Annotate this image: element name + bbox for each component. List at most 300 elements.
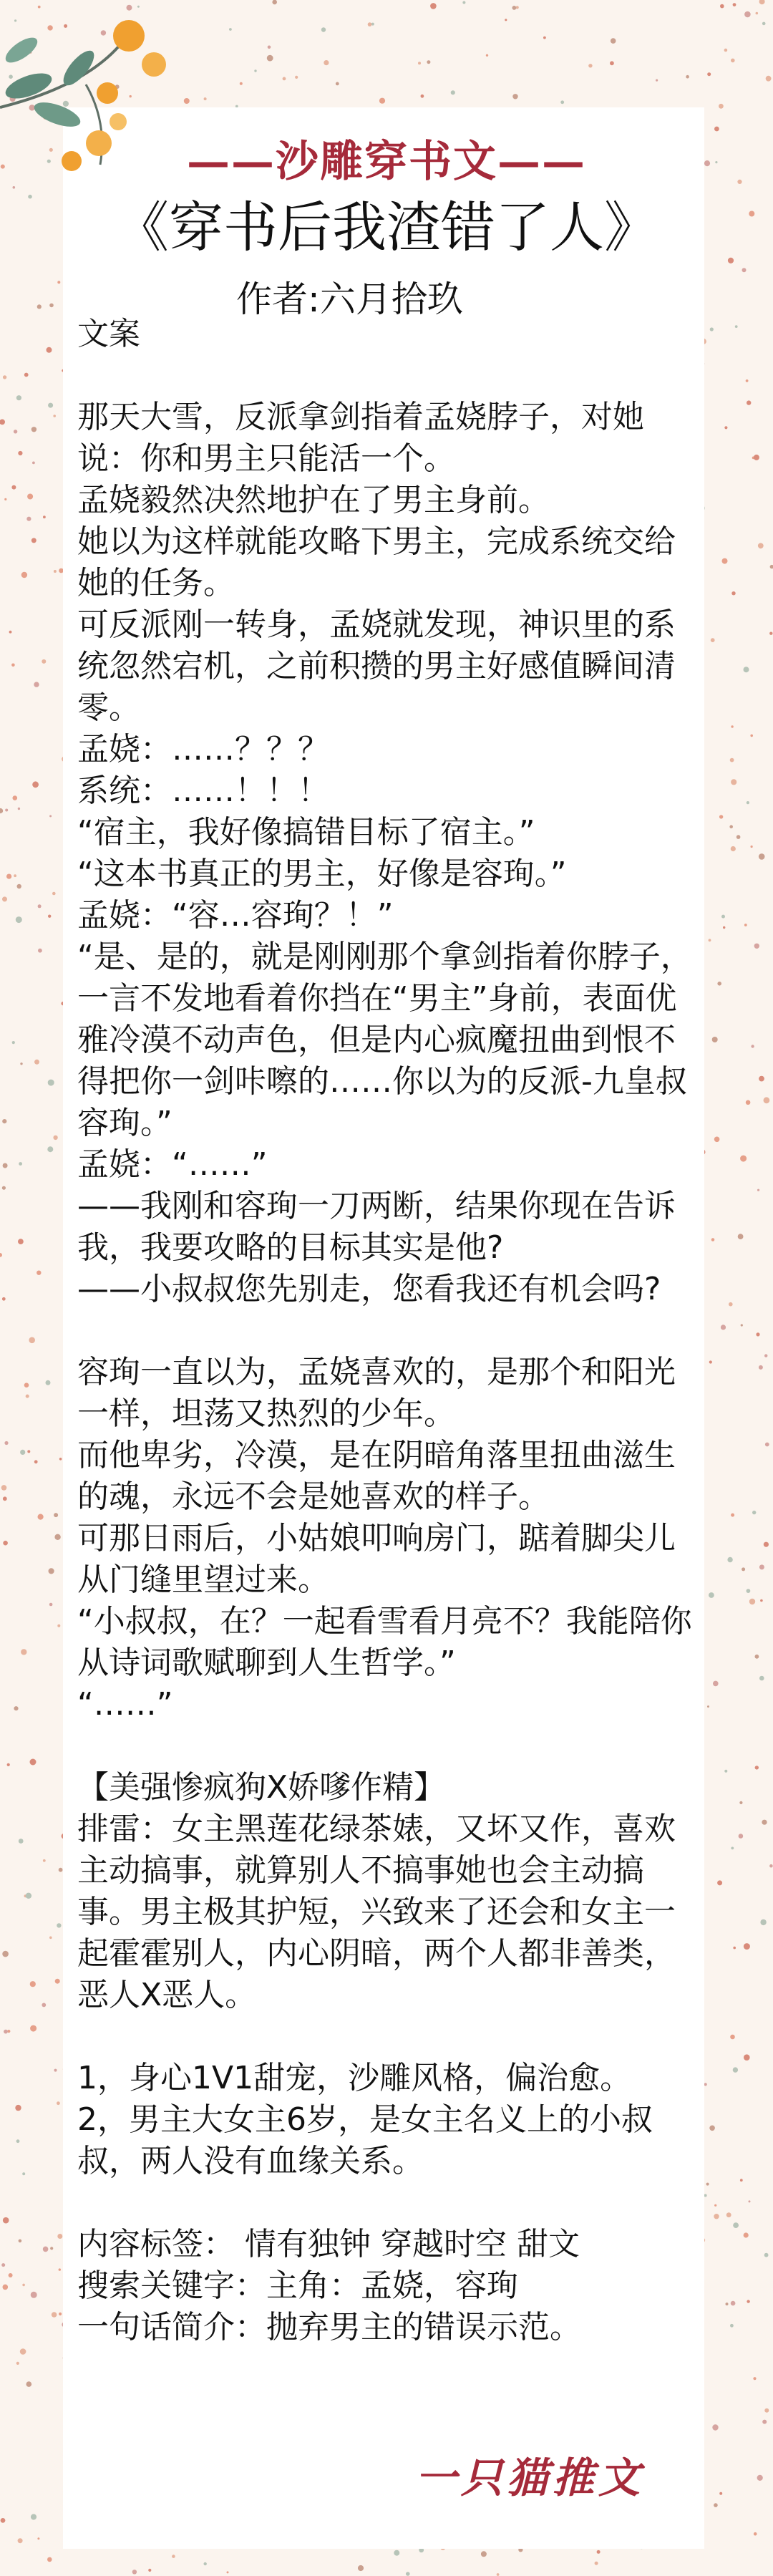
speckle-dot: [595, 2562, 598, 2565]
speckle-dot: [462, 1, 465, 4]
speckle-dot: [764, 2253, 769, 2257]
speckle-dot: [749, 1599, 755, 1604]
speckle-dot: [394, 2550, 399, 2556]
speckle-dot: [560, 100, 564, 104]
speckle-dot: [730, 2035, 735, 2040]
speckle-dot: [57, 2101, 60, 2105]
speckle-dot: [746, 379, 749, 382]
speckle-dot: [733, 2222, 739, 2228]
speckle-dot: [2, 1297, 6, 1301]
speckle-dot: [3, 2285, 9, 2290]
speckle-dot: [762, 1820, 767, 1825]
speckle-dot: [22, 2172, 25, 2175]
blank-line: [77, 2182, 700, 2224]
speckle-dot: [17, 884, 21, 888]
synopsis-line: ——我刚和容珣一刀两断，结果你现在告诉我，我要攻略的目标其实是他?: [77, 1188, 676, 1266]
author-line: 作者:六月拾玖: [236, 279, 463, 320]
speckle-dot: [744, 924, 747, 926]
speckle-dot: [751, 1045, 754, 1047]
speckle-dot: [27, 494, 33, 500]
speckle-dot: [14, 1706, 18, 1710]
speckle-dot: [3, 1163, 8, 1168]
speckle-dot: [2, 1186, 6, 1190]
speckle-dot: [19, 1839, 24, 1844]
speckle-dot: [754, 455, 759, 460]
speckle-dot: [49, 815, 52, 817]
speckle-dot: [19, 2240, 22, 2243]
speckle-dot: [719, 815, 723, 818]
speckle-dot: [717, 1880, 722, 1885]
speckle-dot: [738, 1234, 744, 1239]
speckle-dot: [721, 1325, 726, 1330]
synopsis-line: 孟娆：“……”: [77, 1146, 268, 1183]
speckle-dot: [27, 1450, 30, 1453]
speckle-dot: [740, 1156, 747, 1162]
speckle-dot: [54, 1513, 58, 1517]
speckle-dot: [3, 375, 6, 379]
speckle-dot: [267, 55, 273, 62]
speckle-dot: [59, 2313, 62, 2315]
speckle-dot: [34, 1060, 39, 1065]
speckle-dot: [764, 1097, 770, 1103]
header-banner: ——沙雕穿书文——: [187, 137, 586, 187]
speckle-dot: [741, 1324, 743, 1326]
speckle-dot: [759, 853, 765, 860]
speckle-dot: [26, 1395, 29, 1398]
speckle-dot: [736, 835, 741, 839]
speckle-dot: [727, 1557, 732, 1562]
speckle-dot: [427, 60, 430, 64]
synopsis-line: 搜索关键字：主角：孟娆，容珣: [77, 2267, 518, 2304]
speckle-dot: [769, 632, 772, 635]
speckle-dot: [739, 1834, 744, 1839]
speckle-dot: [2, 896, 7, 901]
speckle-dot: [744, 1943, 750, 1950]
speckle-dot: [755, 1766, 759, 1769]
speckle-dot: [765, 1443, 769, 1447]
speckle-dot: [731, 779, 736, 785]
speckle-dot: [38, 904, 42, 908]
speckle-dot: [762, 2420, 767, 2424]
speckle-dot: [24, 373, 29, 377]
speckle-dot: [368, 22, 372, 26]
synopsis-line: ——小叔叔您先别走，您看我还有机会吗?: [77, 1271, 661, 1307]
speckle-dot: [731, 1514, 734, 1517]
speckle-dot: [759, 1076, 764, 1082]
speckle-dot: [132, 2570, 137, 2574]
speckle-dot: [0, 808, 3, 813]
speckle-dot: [55, 1979, 60, 1984]
speckle-dot: [723, 926, 725, 929]
speckle-dot: [38, 1514, 44, 1520]
speckle-dot: [57, 1923, 61, 1927]
signature: 一只猫推文: [415, 2454, 645, 2502]
speckle-dot: [48, 1080, 54, 1086]
speckle-dot: [16, 2362, 19, 2365]
speckle-dot: [760, 1599, 763, 1602]
speckle-dot: [764, 1354, 767, 1357]
speckle-dot: [31, 538, 37, 543]
synopsis-line: 一句话简介：抛弃男主的错误示范。: [77, 2309, 581, 2345]
blank-line: [77, 1725, 700, 1767]
speckle-dot: [719, 2492, 722, 2495]
speckle-dot: [6, 874, 11, 879]
speckle-dot: [730, 2324, 734, 2328]
speckle-dot: [18, 2538, 23, 2543]
speckle-dot: [764, 2408, 769, 2413]
speckle-dot: [18, 451, 22, 455]
speckle-dot: [24, 1383, 29, 1388]
speckle-dot: [744, 667, 749, 672]
speckle-dot: [26, 1893, 31, 1899]
speckle-dot: [497, 2573, 500, 2576]
speckle-dot: [712, 1037, 718, 1042]
speckle-dot: [48, 403, 53, 408]
speckle-dot: [34, 1460, 38, 1463]
speckle-dot: [451, 90, 455, 95]
speckle-dot: [26, 517, 31, 521]
speckle-dot: [747, 801, 749, 804]
speckle-dot: [762, 22, 766, 26]
speckle-dot: [283, 77, 286, 81]
speckle-dot: [724, 426, 727, 429]
speckle-dot: [758, 543, 764, 548]
blank-line: [77, 1310, 700, 1352]
speckle-dot: [321, 27, 326, 32]
speckle-dot: [379, 98, 385, 104]
speckle-dot: [13, 795, 18, 800]
speckle-dot: [15, 2105, 21, 2111]
synopsis-line: “是、是的，就是刚刚那个拿剑指着你脖子，一言不发地看着你挡在“男主”身前，表面优雅冷漠不动声色，但是内心疯魔扭曲到恨不得把你一剑咔嚓的……你以为的反派-九皇叔容珣。”: [77, 939, 692, 1141]
speckle-dot: [726, 2303, 729, 2305]
speckle-dot: [750, 735, 753, 737]
speckle-dot: [14, 874, 16, 877]
speckle-dot: [49, 1603, 53, 1607]
speckle-dot: [722, 558, 728, 564]
speckle-dot: [709, 1592, 714, 1598]
speckle-dot: [18, 808, 20, 810]
speckle-dot: [12, 1041, 15, 1044]
speckle-dot: [744, 2054, 750, 2061]
speckle-dot: [711, 638, 715, 642]
speckle-dot: [704, 2194, 707, 2197]
speckle-dot: [731, 1847, 734, 1850]
speckle-dot: [204, 2562, 207, 2565]
speckle-dot: [406, 2572, 410, 2576]
speckle-dot: [57, 1624, 60, 1627]
speckle-dot: [148, 2569, 151, 2572]
speckle-dot: [707, 72, 711, 76]
speckle-dot: [52, 892, 56, 896]
speckle-dot: [54, 1534, 60, 1540]
speckle-dot: [42, 2003, 46, 2008]
speckle-dot: [20, 2348, 26, 2355]
speckle-dot: [16, 395, 21, 400]
speckle-dot: [714, 2503, 718, 2507]
speckle-dot: [747, 2300, 749, 2303]
speckle-dot: [754, 2532, 757, 2536]
speckle-dot: [20, 1450, 25, 1455]
speckle-dot: [22, 2284, 25, 2287]
speckle-dot: [30, 1759, 37, 1766]
speckle-dot: [21, 572, 27, 578]
speckle-dot: [756, 1332, 759, 1336]
speckle-dot: [16, 2139, 20, 2143]
blank-line: [77, 2016, 700, 2058]
speckle-dot: [57, 2234, 62, 2239]
speckle-dot: [733, 1947, 736, 1950]
speckle-dot: [2, 1119, 6, 1123]
speckle-dot: [756, 12, 759, 15]
book-title: 《穿书后我渣错了人》: [115, 195, 658, 259]
speckle-dot: [744, 2232, 749, 2237]
speckle-dot: [371, 23, 374, 26]
speckle-dot: [766, 76, 772, 82]
speckle-dot: [726, 2212, 731, 2217]
speckle-dot: [747, 1589, 751, 1593]
speckle-dot: [656, 79, 658, 82]
speckle-dot: [430, 3, 437, 9]
speckle-dot: [4, 1441, 8, 1445]
speckle-dot: [421, 95, 424, 98]
speckle-dot: [358, 2565, 364, 2571]
speckle-dot: [729, 1302, 733, 1307]
speckle-dot: [21, 1649, 26, 1655]
synopsis-line: 那天大雪，反派拿剑指着孟娆脖子，对她说：你和男主只能活一个。: [77, 399, 644, 477]
speckle-dot: [19, 1162, 22, 1166]
speckle-dot: [43, 1859, 46, 1862]
speckle-dot: [37, 2537, 39, 2539]
speckle-dot: [229, 28, 232, 31]
synopsis-line: 可那日雨后，小姑娘叩响房门，踮着脚尖儿从门缝里望过来。: [77, 1520, 676, 1598]
speckle-dot: [597, 2550, 601, 2554]
speckle-dot: [714, 2204, 716, 2207]
speckle-dot: [717, 982, 721, 986]
speckle-dot: [720, 4, 724, 9]
synopsis-line: 容珣一直以为，孟娆喜欢的，是那个和阳光一样，坦荡又热烈的少年。: [77, 1354, 676, 1432]
speckle-dot: [757, 2475, 763, 2481]
speckle-dot: [59, 2268, 61, 2270]
speckle-dot: [172, 2555, 175, 2558]
speckle-dot: [46, 1380, 51, 1385]
speckle-dot: [731, 846, 736, 851]
speckle-dot: [709, 1360, 712, 1363]
speckle-dot: [486, 54, 488, 57]
synopsis-line: “小叔叔，在？一起看雪看月亮不？我能陪你从诗词歌赋聊到人生哲学。”: [77, 1603, 692, 1681]
synopsis-line: 孟娆：……？？？: [77, 731, 329, 768]
synopsis-line: 内容标签： 情有独钟 穿越时空 甜文: [77, 2226, 580, 2262]
speckle-dot: [611, 38, 616, 44]
speckle-dot: [37, 304, 42, 309]
speckle-dot: [3, 2217, 9, 2224]
speckle-dot: [759, 1676, 764, 1681]
speckle-dot: [714, 1137, 720, 1143]
speckle-dot: [34, 682, 39, 687]
speckle-dot: [742, 1567, 745, 1571]
speckle-dot: [733, 3, 736, 6]
speckle-dot: [3, 1541, 8, 1546]
speckle-dot: [20, 1062, 22, 1065]
speckle-dot: [43, 2247, 49, 2252]
speckle-dot: [744, 11, 751, 18]
speckle-dot: [707, 1705, 709, 1708]
speckle-dot: [254, 69, 256, 72]
speckle-dot: [706, 2183, 709, 2186]
speckle-dot: [1, 2263, 5, 2267]
speckle-dot: [53, 1136, 57, 1140]
speckle-dot: [324, 60, 329, 65]
speckle-dot: [704, 2083, 707, 2086]
speckle-dot: [32, 781, 39, 788]
speckle-dot: [749, 2200, 751, 2202]
speckle-dot: [14, 430, 17, 433]
speckle-dot: [295, 76, 298, 79]
synopsis-line: 系统：……！！！: [77, 773, 329, 809]
synopsis-line: 孟娆：“容…容珣？！”: [77, 897, 394, 934]
speckle-dot: [712, 2424, 718, 2430]
speckle-dot: [1, 1485, 7, 1491]
speckle-dot: [713, 1681, 719, 1687]
speckle-dot: [47, 1146, 53, 1152]
speckle-dot: [16, 916, 22, 923]
speckle-dot: [742, 268, 747, 272]
speckle-dot: [764, 1542, 769, 1547]
speckle-dot: [59, 1868, 63, 1872]
synopsis-body: [77, 314, 700, 2348]
speckle-dot: [686, 75, 689, 79]
speckle-dot: [42, 659, 46, 664]
speckle-dot: [57, 281, 60, 284]
speckle-dot: [760, 1919, 766, 1925]
speckle-dot: [2, 1951, 9, 1957]
speckle-dot: [3, 1496, 7, 1501]
speckle-dot: [731, 591, 735, 595]
speckle-dot: [4, 498, 6, 500]
speckle-dot: [50, 2247, 53, 2250]
speckle-dot: [11, 485, 16, 490]
speckle-dot: [751, 846, 753, 848]
speckle-dot: [757, 1189, 759, 1191]
speckle-dot: [1, 2518, 6, 2523]
synopsis-line: 2，男主大女主6岁，是女主名义上的小叔叔，两人没有血缘关系。: [77, 2101, 653, 2179]
speckle-dot: [37, 1271, 41, 1275]
speckle-dot: [418, 62, 421, 64]
speckle-dot: [730, 758, 734, 762]
synopsis-line: “宿主，我好像搞错目标了宿主。”: [77, 814, 535, 851]
speckle-dot: [31, 2514, 37, 2519]
speckle-dot: [31, 2292, 37, 2298]
speckle-dot: [32, 462, 35, 465]
speckle-dot: [543, 37, 546, 39]
speckle-dot: [755, 1655, 759, 1659]
speckle-dot: [770, 565, 773, 568]
speckle-dot: [714, 2214, 719, 2219]
speckle-dot: [588, 64, 592, 67]
speckle-dot: [746, 1100, 751, 1105]
speckle-dot: [710, 327, 714, 331]
speckle-dot: [268, 46, 271, 49]
speckle-dot: [769, 1864, 773, 1868]
speckle-dot: [740, 2179, 743, 2182]
speckle-dot: [739, 1801, 742, 1804]
synopsis-line: “这本书真正的男主，好像是容珣。”: [77, 856, 567, 892]
speckle-dot: [11, 664, 15, 667]
speckle-dot: [721, 915, 725, 919]
speckle-dot: [719, 104, 724, 109]
synopsis-line: “……”: [77, 1686, 173, 1723]
speckle-dot: [31, 427, 37, 432]
synopsis-line: 她以为这样就能攻略下男主，完成系统交给她的任务。: [77, 523, 676, 601]
synopsis-line: 可反派刚一转身，孟娆就发现，神识里的系统忽然宕机，之前积攒的男主好感值瞬间清零。: [77, 606, 676, 726]
speckle-dot: [0, 1253, 2, 1257]
speckle-dot: [48, 915, 51, 918]
speckle-dot: [29, 1337, 35, 1344]
speckle-dot: [30, 1981, 36, 1987]
speckle-dot: [18, 1239, 24, 1244]
synopsis-line: 而他卑劣，冷漠，是在阴暗角落里扭曲滋生的魂，永远不会是她喜欢的样子。: [77, 1437, 676, 1515]
synopsis-line: 排雷：女主黑莲花绿茶婊，又坏又作，喜欢主动搞事，就算别人不搞事她也会主动搞事。男主极其护短，兴致来了还会和女主一起霍霍别人，内心阴暗，两个人都非善类，恶人X恶人。: [77, 1811, 676, 2013]
blank-line: [77, 355, 700, 397]
speckle-dot: [752, 1511, 756, 1514]
synopsis-line: 【美强惨疯狗X娇嗲作精】: [77, 1769, 446, 1806]
speckle-dot: [272, 0, 277, 4]
speckle-dot: [731, 59, 735, 63]
speckle-dot: [747, 400, 751, 405]
speckle-dot: [731, 725, 733, 727]
speckle-dot: [754, 944, 759, 949]
speckle-dot: [0, 420, 5, 425]
speckle-dot: [724, 1770, 727, 1773]
speckle-dot: [729, 825, 733, 828]
speckle-dot: [54, 2069, 57, 2072]
speckle-dot: [5, 809, 8, 812]
speckle-dot: [735, 325, 738, 328]
synopsis-line: 孟娆毅然决然地护在了男主身前。: [77, 482, 550, 518]
speckle-dot: [26, 2381, 32, 2387]
synopsis-line: 文案: [77, 316, 140, 352]
speckle-dot: [336, 82, 339, 86]
speckle-dot: [759, 1365, 763, 1370]
speckle-dot: [49, 1568, 54, 1574]
speckle-dot: [47, 2557, 52, 2562]
speckle-dot: [30, 2025, 37, 2032]
speckle-dot: [43, 515, 46, 518]
speckle-dot: [4, 2030, 8, 2034]
speckle-dot: [709, 939, 711, 941]
speckle-dot: [54, 570, 57, 573]
speckle-dot: [759, 0, 765, 4]
speckle-dot: [59, 1458, 62, 1461]
speckle-dot: [49, 304, 54, 308]
speckle-dot: [733, 2067, 738, 2072]
synopsis-line: 1，身心1V1甜宠，沙雕风格，偏治愈。: [77, 2060, 632, 2096]
speckle-dot: [759, 1564, 764, 1569]
speckle-dot: [505, 19, 507, 21]
speckle-dot: [53, 415, 56, 417]
speckle-dot: [512, 6, 517, 10]
speckle-dot: [724, 49, 728, 52]
speckle-dot: [240, 82, 243, 85]
speckle-dot: [610, 61, 614, 65]
speckle-dot: [512, 94, 517, 99]
speckle-dot: [52, 2312, 57, 2318]
speckle-dot: [47, 347, 52, 353]
speckle-dot: [9, 2273, 13, 2277]
speckle-dot: [753, 2377, 756, 2380]
speckle-dot: [731, 2301, 736, 2306]
speckle-dot: [7, 1763, 10, 1766]
speckle-dot: [481, 2551, 487, 2557]
